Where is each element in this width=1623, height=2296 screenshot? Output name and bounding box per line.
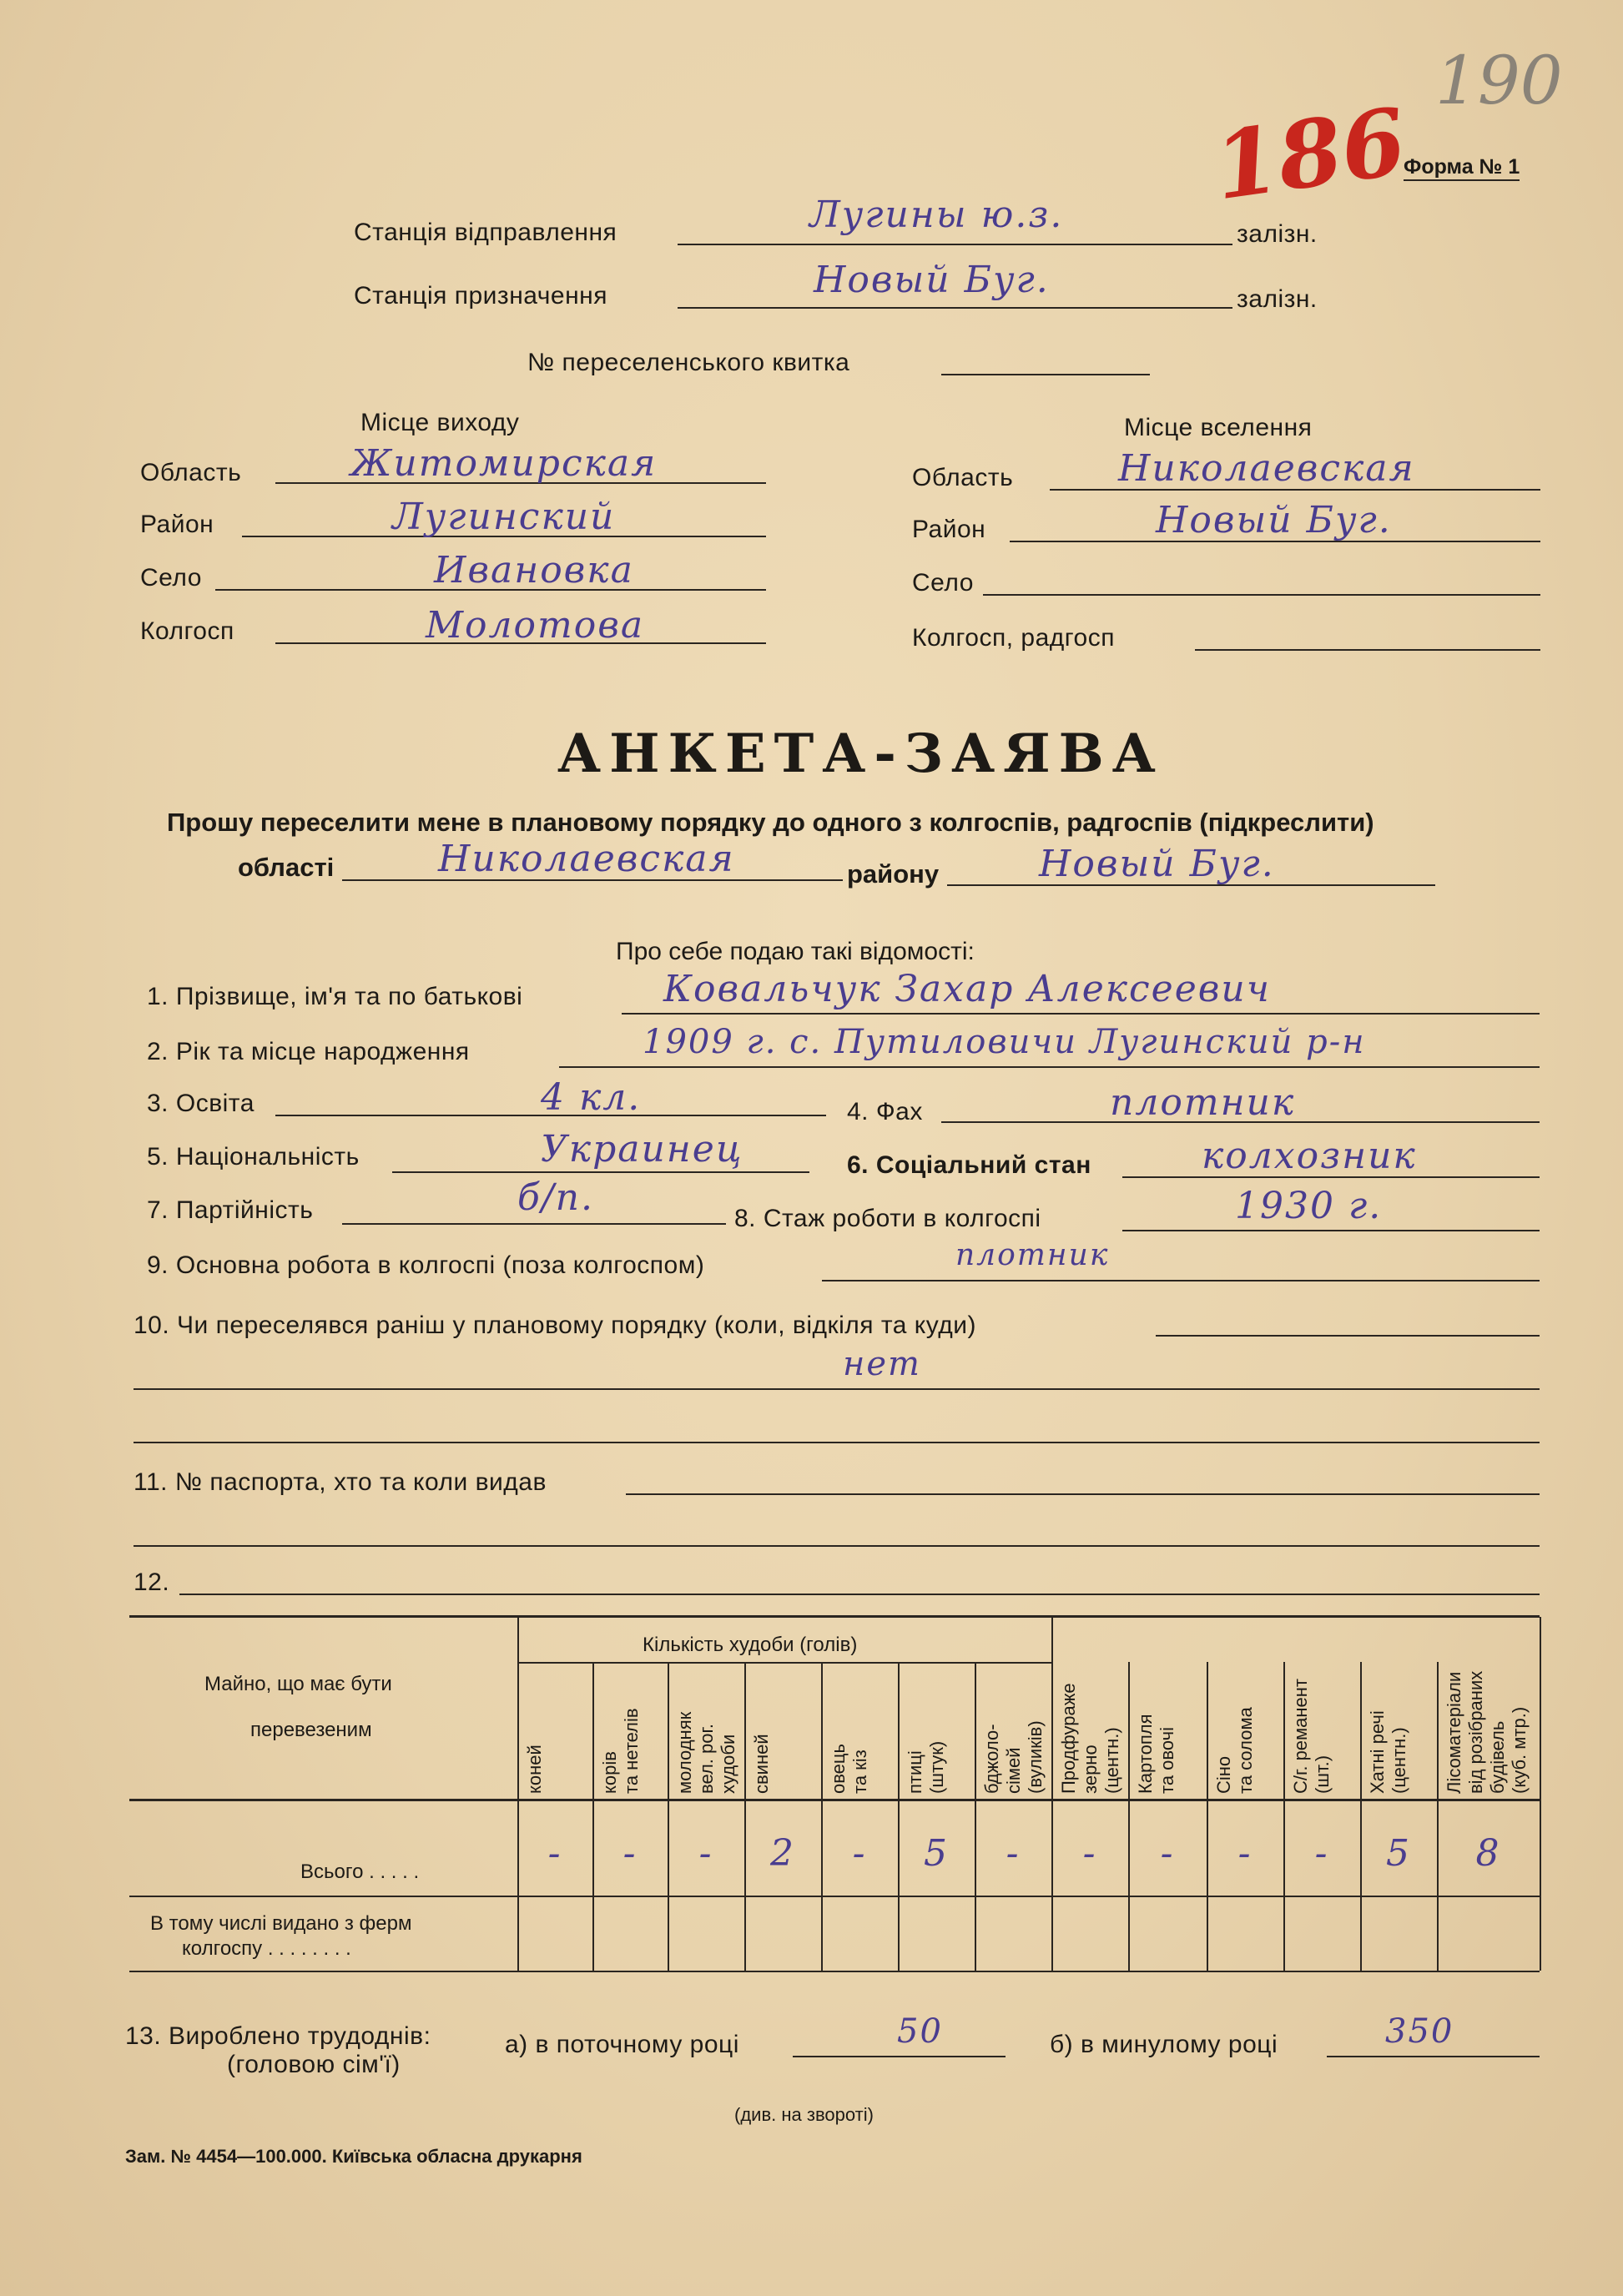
livestock-header-underline (517, 1662, 1051, 1664)
table-column-divider (668, 1662, 669, 1971)
table-header-bottom-border (129, 1799, 1540, 1801)
request-rayon-value: Новый Буг. (1039, 843, 1275, 885)
table-column-divider (517, 1617, 519, 1971)
rail-suffix-2: залізн. (1237, 285, 1318, 313)
workdays-current-label: а) в поточному році (505, 2031, 739, 2058)
field-7-line (342, 1223, 726, 1225)
table-column-header: свиней (751, 1734, 772, 1794)
field-12-line (179, 1594, 1540, 1595)
total-cell: - (1314, 1832, 1329, 1875)
field-4-label: 4. Фах (847, 1098, 923, 1125)
ticket-label: № переселенського квитка (527, 349, 850, 376)
field-1-line (622, 1013, 1540, 1015)
request-oblast-label: області (238, 853, 335, 882)
printer-imprint: Зам. № 4454—100.000. Київська обласна друкарня (125, 2146, 582, 2167)
field-5-label: 5. Національність (147, 1143, 360, 1171)
field-1-value: Ковальчук Захар Алексеевич (663, 968, 1272, 1010)
origin-kolhosp-label: Колгосп (140, 617, 234, 645)
origin-rayon-value: Лугинский (392, 496, 616, 538)
table-column-header: молодняк вел. рог. худоби (674, 1711, 738, 1794)
form-title: АНКЕТА-ЗАЯВА (557, 723, 1164, 785)
request-oblast-value: Николаевская (438, 838, 735, 880)
workdays-current-value: 50 (897, 2012, 943, 2051)
table-column-divider (1437, 1662, 1439, 1971)
table-column-header: корів та нетелів (599, 1708, 642, 1794)
table-column-divider (1051, 1617, 1053, 1971)
destination-rayon-value: Новый Буг. (1156, 499, 1392, 541)
table-column-divider (1128, 1662, 1130, 1971)
property-header-line2: перевезеним (250, 1719, 372, 1741)
table-column-header: птиці (штук) (905, 1740, 947, 1794)
request-text: Прошу переселити мене в плановому порядку до одного з колгоспів, радгоспів (підкреслити) (167, 808, 1374, 837)
total-cell: 5 (1386, 1832, 1411, 1875)
form-number-label: Форма № 1 (1404, 155, 1520, 181)
field-4-value: плотник (1110, 1081, 1296, 1124)
destination-selo-line (983, 594, 1540, 596)
table-column-divider (1540, 1617, 1541, 1971)
field-11-label: 11. № паспорта, хто та коли видав (134, 1468, 547, 1496)
field-8-value: 1930 г. (1235, 1185, 1383, 1227)
rail-suffix-1: залізн. (1237, 220, 1318, 248)
destination-oblast-label: Область (912, 464, 1014, 491)
field-9-label: 9. Основна робота в колгоспі (поза колгоспом) (147, 1251, 705, 1279)
workdays-previous-value: 350 (1385, 2012, 1454, 2051)
table-column-header: Лісоматеріали від розібраних будівель (куб. мтр.) (1444, 1670, 1530, 1794)
total-cell: - (622, 1832, 638, 1875)
origin-heading: Місце виходу (360, 409, 520, 436)
workdays-previous-line (1327, 2056, 1540, 2057)
field-10-value: нет (843, 1345, 921, 1383)
field-5-value: Украинец (541, 1128, 743, 1171)
origin-oblast-label: Область (140, 459, 242, 486)
archive-pencil-number: 190 (1435, 42, 1563, 119)
field-10-line-1 (1156, 1335, 1540, 1337)
total-cell: - (852, 1832, 867, 1875)
request-rayon-label: району (847, 859, 940, 889)
field-11-line-2 (134, 1545, 1540, 1547)
field-12-label: 12. (134, 1568, 170, 1596)
destination-oblast-value: Николаевская (1118, 447, 1415, 490)
workdays-label-line1: 13. Вироблено трудоднів: (125, 2022, 431, 2050)
table-column-divider (592, 1662, 594, 1971)
destination-heading: Місце вселення (1124, 414, 1313, 441)
field-2-line (559, 1066, 1540, 1068)
table-column-divider (975, 1662, 976, 1971)
table-column-divider (1207, 1662, 1208, 1971)
station-departure-label: Станція відправлення (354, 219, 617, 246)
property-header-line1: Майно, що має бути (204, 1673, 392, 1695)
field-10-line-2 (134, 1388, 1540, 1390)
total-cell: - (1160, 1832, 1175, 1875)
station-arrival-label: Станція призначення (354, 282, 607, 310)
origin-oblast-value: Житомирская (350, 442, 658, 485)
table-column-divider (821, 1662, 823, 1971)
field-11-line-1 (626, 1493, 1540, 1495)
field-2-label: 2. Рік та місце народження (147, 1038, 470, 1065)
destination-rayon-label: Район (912, 516, 986, 543)
total-cell: - (698, 1832, 713, 1875)
table-column-header: Картопля та овочі (1135, 1714, 1177, 1794)
field-9-value: плотник (955, 1238, 1110, 1272)
destination-kolhosp-line (1195, 649, 1540, 651)
table-column-header: Хатні речі (центн.) (1367, 1710, 1409, 1794)
field-3-value: 4 кл. (541, 1076, 642, 1119)
table-column-header: бджоло- сімей (вуликів) (981, 1720, 1046, 1794)
field-6-label: 6. Соціальний стан (847, 1151, 1091, 1179)
field-7-value: б/п. (517, 1176, 595, 1219)
origin-rayon-label: Район (140, 511, 214, 538)
field-10-line-3 (134, 1442, 1540, 1443)
table-column-divider (1283, 1662, 1285, 1971)
ticket-line (941, 374, 1150, 375)
table-row-divider (129, 1896, 1540, 1897)
about-heading: Про себе подаю такі відомості: (616, 938, 975, 965)
station-departure-line (678, 244, 1232, 245)
total-cell: 8 (1475, 1832, 1501, 1875)
archive-red-number: 186 (1207, 87, 1413, 221)
origin-selo-label: Село (140, 564, 202, 592)
workdays-current-line (793, 2056, 1006, 2057)
table-column-header: коней (524, 1745, 545, 1794)
total-cell: 2 (770, 1832, 795, 1875)
field-9-line (822, 1280, 1540, 1281)
field-8-label: 8. Стаж роботи в колгоспі (734, 1205, 1041, 1232)
total-cell: - (1082, 1832, 1097, 1875)
origin-selo-value: Ивановка (434, 549, 634, 592)
table-top-border (129, 1615, 1540, 1618)
field-3-label: 3. Освіта (147, 1090, 255, 1117)
station-arrival-line (678, 307, 1232, 309)
station-arrival-value: Новый Буг. (814, 259, 1050, 301)
field-7-label: 7. Партійність (147, 1196, 314, 1224)
total-cell: - (547, 1832, 562, 1875)
destination-kolhosp-label: Колгосп, радгосп (912, 624, 1115, 652)
table-column-divider (1360, 1662, 1362, 1971)
field-6-value: колхозник (1202, 1135, 1417, 1177)
table-column-divider (898, 1662, 900, 1971)
field-8-line (1122, 1230, 1540, 1231)
table-column-divider (744, 1662, 746, 1971)
turn-over-note: (див. на звороті) (734, 2104, 874, 2125)
table-column-header: овець та кіз (828, 1744, 870, 1794)
field-1-label: 1. Прізвище, ім'я та по батькові (147, 983, 523, 1010)
total-label: Всього . . . . . (300, 1860, 420, 1883)
livestock-header: Кількість худоби (голів) (643, 1634, 858, 1656)
total-cell: - (1237, 1832, 1253, 1875)
station-departure-value: Лугины ю.з. (809, 194, 1064, 236)
workdays-previous-label: б) в минулому році (1050, 2031, 1278, 2058)
field-2-value: 1909 г. с. Путиловичи Лугинский р-н (643, 1023, 1366, 1061)
destination-selo-label: Село (912, 569, 974, 597)
farm-label-line2: колгоспу . . . . . . . . (182, 1937, 351, 1960)
table-column-header: С/г. реманент (шт.) (1290, 1678, 1333, 1794)
table-bottom-border (129, 1971, 1540, 1972)
total-cell: - (1006, 1832, 1021, 1875)
origin-kolhosp-value: Молотова (426, 604, 645, 647)
table-column-header: Продфураже зерно (центн.) (1058, 1683, 1122, 1794)
field-10-label: 10. Чи переселявся раніш у плановому порядку (коли, відкіля та куди) (134, 1312, 977, 1339)
total-cell: 5 (924, 1832, 949, 1875)
workdays-label-line2: (головою сім'ї) (227, 2051, 401, 2078)
farm-label-line1: В тому числі видано з ферм (150, 1912, 412, 1935)
field-5-line (392, 1171, 809, 1173)
table-column-header: Сіно та солома (1213, 1707, 1256, 1794)
